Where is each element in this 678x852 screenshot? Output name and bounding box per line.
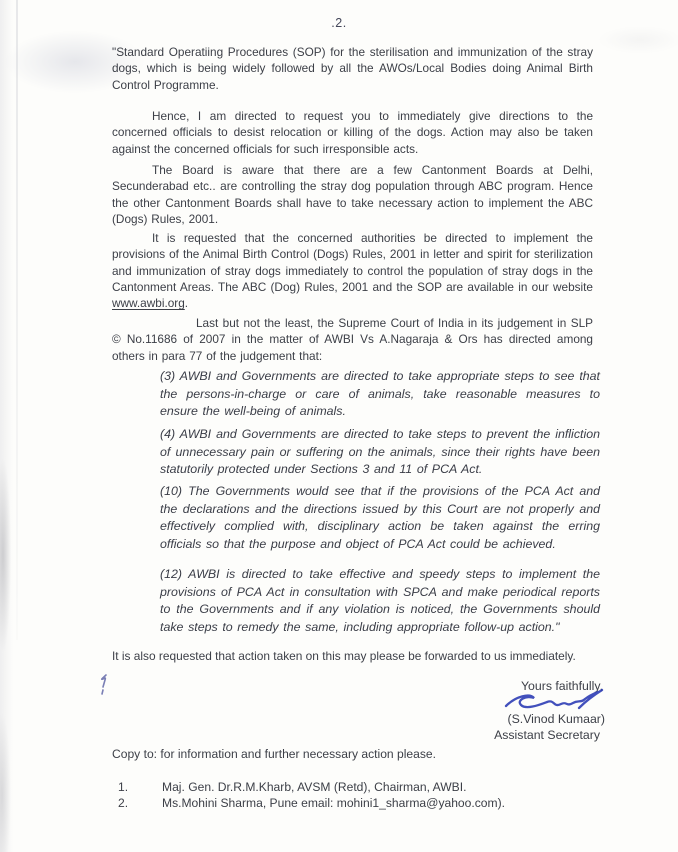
paragraph-cantonment-boards: The Board is aware that there are a few Cantonment Boards at Delhi, Secunderabad etc.. are controlling the stray dog population through ABC program. Hence the other Cantonment Boards shall have to take necessary action to implement the ABC (Dogs) Rules, 2001. [112, 163, 593, 226]
paragraph-supreme-court: Last but not the least, the Supreme Court of India in its judgement in SLP © No.11686 of 2007 in the matter of AWBI Vs A.Nagaraja & Ors has directed among others in para 77 of the judgement that: [112, 316, 593, 363]
recipient-number: 2. [118, 796, 129, 810]
signatory-title: Assistant Secretary [494, 728, 600, 742]
recipient-number: 1. [118, 780, 129, 794]
page-number: .2. [331, 16, 347, 30]
judgement-quote-para-12: (12) AWBI is directed to take effective and speedy steps to implement the provisions of PCA Act in consultation with SPCA and make periodical reports to the Governments and if any violation is noticed, the Governments should take steps to remedy the same, including appropriate follow-up action." [160, 567, 600, 634]
paragraph-abc-rules-period: . [184, 296, 189, 311]
valediction: Yours faithfully, [520, 679, 603, 693]
website-link: www.awbi.org [112, 296, 185, 311]
copy-to-line: Copy to: for information and further necessary action please. [112, 747, 437, 761]
paragraph-hence-directions: Hence, I am directed to request you to immediately give directions to the concerned officials to desist relocation or killing of the dogs. Action may also be taken against the concerned officials for such irresponsible acts. [112, 109, 593, 156]
pen-mark-icon [97, 673, 111, 702]
recipient-text: Ms.Mohini Sharma, Pune email: mohini1_sharma@yahoo.com). [162, 796, 505, 810]
judgement-quote-para-10: (10) The Governments would see that if the provisions of the PCA Act and the declarations and the directions issued by this Court are not properly and effectively complied with, disciplinary action be taken against the erring officials so that the purpose and object of PCA Act could be achieved. [160, 484, 600, 551]
paragraph-abc-rules-request [112, 230, 593, 311]
paper-crease-artifact [16, 0, 18, 640]
recipient-row [118, 796, 598, 810]
recipient-row [118, 780, 598, 794]
judgement-quote-para-4: (4) AWBI and Governments are directed to take steps to prevent the infliction of unnecessary pain or suffering on the animals, since their rights have been statutorily protected under Sections 3 and 11 of PCA Act. [160, 427, 600, 477]
closing-request-line: It is also requested that action taken on this may please be forwarded to us immediately. [112, 649, 576, 663]
paragraph-sop: "Standard Operatiing Procedures (SOP) for the sterilisation and immunization of the stray dogs, which is being widely followed by all the AWOs/Local Bodies doing Animal Birth Control Programme. [112, 45, 593, 92]
paragraph-abc-rules-text: It is requested that the concerned authorities be directed to implement the provisions of the Animal Birth Control (Dogs) Rules, 2001 in letter and spirit for sterilization and immunization of stray dogs immediately to control the population of stray dogs in the Cantonment Areas. The ABC (Dog) Rules, 2001 and the SOP are available in our website [112, 231, 593, 294]
recipient-text: Maj. Gen. Dr.R.M.Kharb, AVSM (Retd), Chairman, AWBI. [162, 780, 467, 794]
judgement-quote-para-3: (3) AWBI and Governments are directed to take appropriate steps to see that the persons-in-charge or care of animals, take reasonable measures to ensure the well-being of animals. [160, 369, 600, 419]
signatory-name: (S.Vinod Kumaar) [507, 712, 605, 726]
